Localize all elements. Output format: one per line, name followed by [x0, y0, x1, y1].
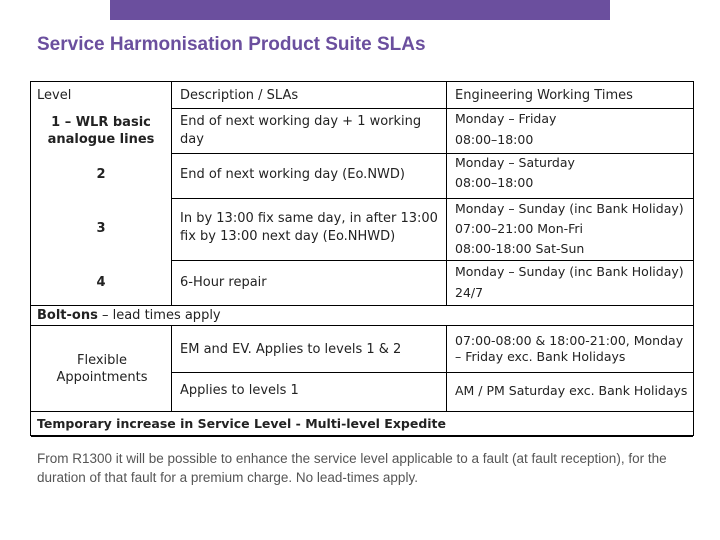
expedite-body: From R1300 it will be possible to enhance the service level applicable to a fault (at fault reception), for the duration of that fault for a premium charge. No lead-times apply.	[37, 451, 667, 485]
bolt-on-times: 07:00-08:00 & 18:00-21:00, Monday – Friday exc. Bank Holidays	[455, 333, 684, 364]
row-description: In by 13:00 fix same day, in after 13:00 fix by 13:00 next day (Eo.NHWD)	[180, 211, 438, 244]
header-description: Description / SLAs	[180, 88, 299, 103]
bolt-ons-level: Flexible Appointments	[56, 353, 148, 385]
bolt-ons-heading-rest: – lead times apply	[97, 308, 221, 323]
divider	[446, 325, 447, 411]
row-eng-days: Monday – Friday	[455, 111, 557, 126]
row-level: 3	[96, 221, 106, 236]
page-title: Service Harmonisation Product Suite SLAs	[37, 34, 426, 55]
divider	[31, 411, 693, 412]
divider	[171, 372, 693, 373]
divider	[171, 260, 693, 261]
row-description: 6-Hour repair	[180, 275, 267, 290]
sla-table	[30, 81, 694, 436]
bolt-on-description: EM and EV. Applies to levels 1 & 2	[180, 342, 402, 357]
divider	[446, 82, 447, 305]
divider	[31, 436, 693, 437]
row-eng-days: Monday – Saturday	[455, 155, 575, 170]
divider	[171, 82, 172, 305]
row-eng-hours: 08:00–18:00	[455, 132, 534, 147]
row-eng-days: Monday – Sunday (inc Bank Holiday)	[455, 201, 684, 216]
header-level: Level	[37, 88, 72, 103]
divider	[171, 153, 693, 154]
row-eng-weekend: 08:00-18:00 Sat-Sun	[455, 241, 585, 256]
row-level: 2	[96, 167, 106, 182]
bolt-ons-heading-bold: Bolt-ons	[37, 308, 98, 323]
row-eng-hours: 07:00–21:00 Mon-Fri	[455, 221, 584, 236]
bolt-ons-heading	[37, 307, 221, 325]
row-description: End of next working day (Eo.NWD)	[180, 167, 405, 182]
row-eng-days: Monday – Sunday (inc Bank Holiday)	[455, 264, 684, 279]
header-engineering: Engineering Working Times	[455, 88, 633, 103]
row-eng-hours: 08:00–18:00	[455, 175, 534, 190]
row-eng-hours: 24/7	[455, 285, 484, 300]
bolt-on-times: AM / PM Saturday exc. Bank Holidays	[455, 383, 688, 398]
divider	[31, 305, 693, 306]
row-level: 1 – WLR basic analogue lines	[47, 115, 155, 147]
row-description: End of next working day + 1 working day	[180, 114, 422, 147]
expedite-heading: Temporary increase in Service Level - Multi-level Expedite	[37, 416, 447, 431]
top-accent-bar	[110, 0, 610, 20]
row-level: 4	[96, 275, 106, 290]
divider	[171, 108, 693, 109]
divider	[31, 325, 693, 326]
bolt-on-description: Applies to levels 1	[180, 383, 299, 398]
